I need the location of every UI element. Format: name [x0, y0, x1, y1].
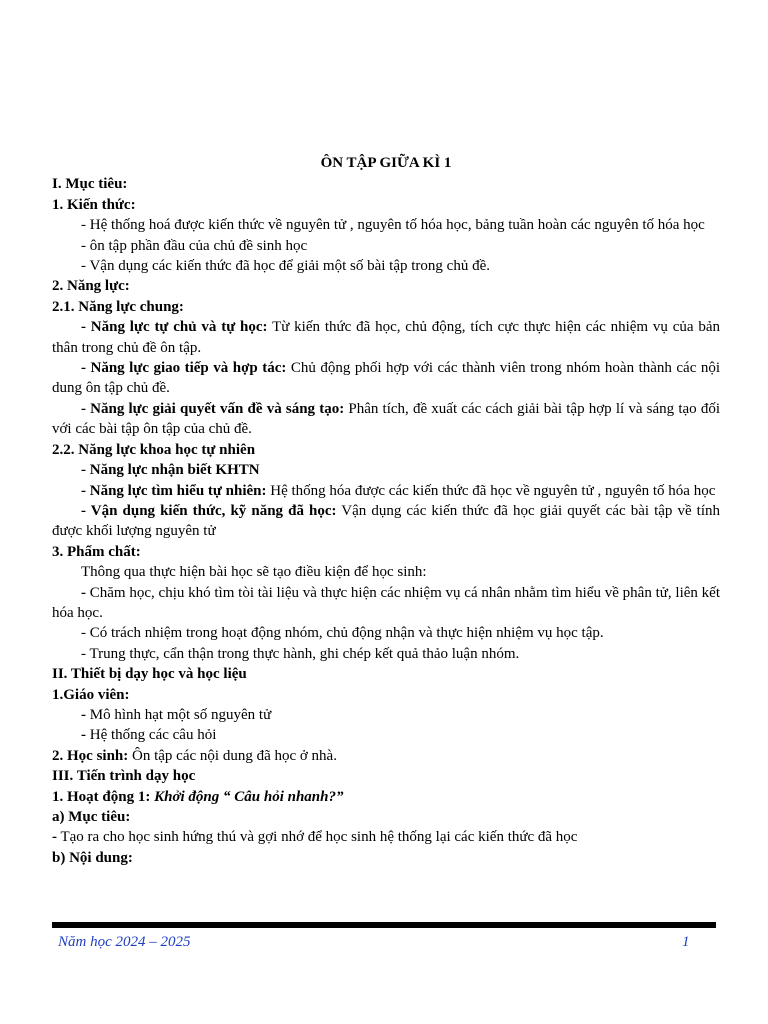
item-dash: - — [81, 706, 86, 723]
item-text: Vận dụng các kiến thức đã học giải quyết các bài tập về tính được khối lượng nguyên tử — [52, 502, 720, 540]
item-text: Hệ thống hóa được các kiến thức đã học về nguyên tử , nguyên tố hóa học — [266, 482, 716, 499]
activity-label: 1. Hoạt động 1: — [52, 788, 151, 805]
goal-heading: a) Mục tiêu: — [52, 809, 131, 825]
item-text: Tạo ra cho học sinh hứng thú và gợi nhớ để học sinh hệ thống lại các kiến thức đã học — [57, 829, 578, 846]
item-text: Chăm học, chịu khó tìm tòi tài liệu và thực hiện các nhiệm vụ cá nhân nhằm tìm hiểu về phân tử, liên kết hóa học. — [52, 584, 720, 621]
activity-title: Khởi động “ Câu hỏi nhanh?” — [150, 788, 344, 805]
item-label: - — [81, 584, 86, 601]
science-ability-heading: 2.2. Năng lực khoa học tự nhiên — [52, 441, 256, 458]
section-objectives-heading: I. Mục tiêu: — [52, 176, 128, 193]
item-text: Mô hình hạt một số nguyên tử — [86, 706, 272, 723]
general-ability-item — [52, 358, 720, 399]
footer-page-number: 1 — [682, 934, 690, 950]
section-process-heading: III. Tiến trình dạy học — [52, 768, 196, 785]
teacher-item — [52, 725, 720, 745]
document-body — [52, 153, 720, 868]
quality-intro: Thông qua thực hiện bài học sẽ tạo điều kiện để học sinh: — [81, 564, 427, 581]
goal-item — [52, 827, 720, 847]
knowledge-item: - Hệ thống hoá được kiến thức về nguyên tử , nguyên tố hóa học, bảng tuần hoàn các nguyên tố hóa học — [81, 217, 705, 234]
item-label: - Vận dụng kiến thức, kỹ năng đã học: — [81, 502, 337, 519]
item-text: Chủ động phối hợp với các thành viên trong nhóm hoàn thành các nội dung ôn tập chủ đề. — [52, 360, 721, 397]
section-equipment-heading: II. Thiết bị dạy học và học liệu — [52, 666, 247, 683]
item-text: Hệ thống các câu hỏi — [86, 727, 217, 744]
quality-heading: 3. Phẩm chất: — [52, 543, 141, 560]
item-label: - Năng lực nhận biết KHTN — [81, 462, 260, 479]
teacher-item — [52, 705, 720, 725]
item-label: - Năng lực tìm hiểu tự nhiên: — [81, 482, 267, 499]
quality-item: - Trung thực, cẩn thận trong thực hành, ghi chép kết quả thảo luận nhóm. — [81, 645, 520, 662]
item-text: Ôn tập các nội dung đã học ở nhà. — [128, 747, 337, 764]
item-text: Phân tích, đề xuất các cách giải bài tập hợp lí và sáng tạo đối với các bài tập ôn tập của chủ đề. — [52, 400, 720, 438]
science-ability-item — [52, 460, 720, 480]
item-label: - Năng lực giao tiếp và hợp tác: — [81, 360, 287, 377]
science-ability-item — [52, 481, 720, 501]
quality-item: - Có trách nhiệm trong hoạt động nhóm, chủ động nhận và thực hiện nhiệm vụ học tập. — [81, 625, 604, 642]
activity-1-heading — [52, 787, 720, 807]
ability-heading: 2. Năng lực: — [52, 278, 130, 295]
science-ability-item — [52, 501, 720, 542]
knowledge-item: - ôn tập phần đầu của chủ đề sinh học — [81, 237, 308, 254]
item-label: - Năng lực tự chủ và tự học: — [81, 319, 268, 336]
item-dash: - — [52, 829, 57, 846]
general-ability-item — [52, 399, 720, 440]
content-heading: b) Nội dung: — [52, 849, 133, 866]
knowledge-item: - Vận dụng các kiến thức đã học để giải một số bài tập trong chủ đề. — [81, 258, 490, 275]
item-text: Từ kiến thức đã học, chủ động, tích cực thực hiện các nhiệm vụ của bản thân trong chủ đề ôn tập. — [52, 319, 720, 356]
teacher-heading: 1.Giáo viên: — [52, 686, 130, 703]
item-label: - Năng lực giải quyết vấn đề và sáng tạo: — [81, 400, 345, 417]
item-dash: - — [81, 727, 86, 744]
general-ability-heading: 2.1. Năng lực chung: — [52, 298, 184, 315]
general-ability-item — [52, 317, 720, 358]
footer-rule — [52, 922, 716, 928]
student-item — [52, 746, 720, 766]
item-label: 2. Học sinh: — [52, 747, 129, 764]
footer-school-year: Năm học 2024 – 2025 — [58, 934, 191, 950]
knowledge-heading: 1. Kiến thức: — [52, 196, 136, 213]
quality-item — [52, 583, 720, 624]
document-title: ÔN TẬP GIỮA KÌ 1 — [320, 155, 452, 171]
